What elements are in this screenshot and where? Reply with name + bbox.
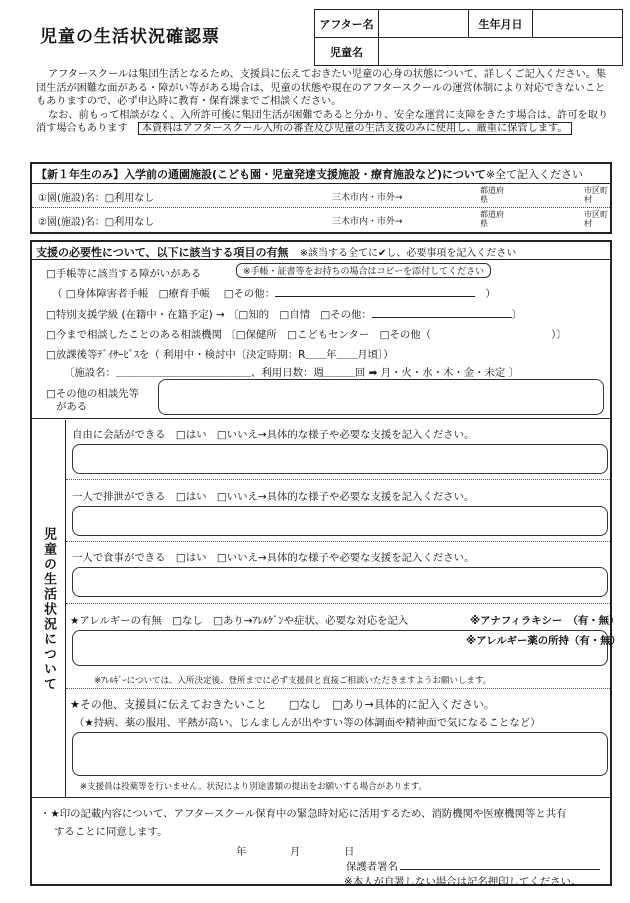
birthday-label: 生年月日 <box>469 10 533 38</box>
medication-note: ※支援員は投薬等を行いません。状況により別途書類の提出をお願いする場合があります。 <box>80 782 427 792</box>
date-day[interactable]: 日 <box>344 846 355 858</box>
date-month[interactable]: 月 <box>290 846 301 858</box>
meal-field[interactable] <box>72 567 608 597</box>
facility-label-2: ②園(施設)名：□利用なし <box>38 217 155 228</box>
child-name-field[interactable] <box>379 38 623 66</box>
first-grader-title: 【新１年生のみ】入学前の通園施設(こども園・児童発達支援施設・療育施設など)について <box>36 168 486 181</box>
life-status-label: 児童の生活状況について <box>32 420 66 798</box>
facility-muni-1: 市区町村 <box>584 186 608 204</box>
facility-pref-1: 都道府県 <box>480 186 504 204</box>
anaphylaxis-option[interactable]: ※アナフィラキシー （有・無） <box>470 615 620 627</box>
intro-paragraph-1: アフタースクールは集団生活となるため、支援員に伝えておきたい児童の心身の状態について、詳しくご記入ください。集団生活が困難な面がある・障がい等がある場合は、児童の状態や現在のアフタースクールの運営体制により対応できないこともありますので、必ず申込時に教育・保育課までご相談ください。 <box>36 69 607 107</box>
other-examples: （★持病、薬の服用、平熱が高い、じんましんが出やすい等の体調面や精神面で気になることなど） <box>74 717 541 729</box>
consult-checkbox[interactable]: □今まで相談したことのある相談機関 〔□保健所 □こどもセンター □その他（ ）〕 <box>46 329 567 341</box>
conversation-field[interactable] <box>72 444 608 474</box>
signature-label: 保護者署名 <box>346 861 398 873</box>
handbook-note: ※手帳・証書等をお持ちの場合はコピーを添付してください <box>236 263 491 278</box>
storage-note: 本資料はアフタースクール入所の審査及び児童の生活支援のみに使用し、厳重に保管します。 <box>138 122 572 135</box>
first-grader-section <box>30 162 612 234</box>
aftername-field[interactable] <box>379 10 469 38</box>
other-consult-field[interactable] <box>158 379 604 415</box>
page-title: 児童の生活状況確認票 <box>40 27 220 47</box>
divider <box>66 603 610 604</box>
consent-text-2: することに同意します。 <box>54 826 168 838</box>
q-allergy[interactable]: ★アレルギーの有無 □なし □あり→ｱﾚﾙｹﾞﾝや症状、必要な対応を記入 <box>70 615 409 627</box>
intro-paragraph-2: なお、前もって相談がなく、入所許可後に集団生活が困難であると分かり、安全な運営に支障をきたす場合は、許可を取り消す場合もあります <box>36 109 609 134</box>
facility-label-1: ①園(施設)名：□利用なし <box>38 193 155 204</box>
handbook-types[interactable]: （ □身体障害者手帳 □療育手帳 □その他： ） <box>52 288 496 300</box>
facility-row-2[interactable] <box>32 208 610 232</box>
other-consult-label: がある <box>56 401 88 413</box>
support-title: 支援の必要性について、以下に該当する項目の有無 <box>36 246 289 259</box>
facility-pref-2: 都道府県 <box>480 210 504 228</box>
dayservice-checkbox[interactable]: □放課後等ﾃﾞｲｻｰﾋﾞｽを（ 利用中・検討中〔決定時期：R＿＿年＿＿月頃〕） <box>46 349 394 361</box>
allergy-field[interactable] <box>72 630 608 666</box>
facility-muni-2: 市区町村 <box>584 210 608 228</box>
special-class-checkbox[interactable]: □特別支援学級 (在籍中・在籍予定) → 〔□知的 □自情 □その他： 〕 <box>46 309 523 321</box>
facility-city-2: 三木市内・市外→ <box>332 217 403 227</box>
first-grader-header <box>32 164 610 184</box>
signature-note: ※本人が自署しない場合は記名押印してください。 <box>344 876 582 888</box>
signature-field[interactable] <box>400 869 600 870</box>
aftername-label: アフター名 <box>315 10 379 38</box>
q-other[interactable]: ★その他、支援員に伝えておきたいこと □なし □あり→具体的に記入ください。 <box>70 698 495 711</box>
divider <box>66 688 610 689</box>
support-note: ※該当する全てに✔し、必要事項を記入ください <box>299 248 517 259</box>
facility-city-1: 三木市内・市外→ <box>332 193 403 203</box>
other-field[interactable] <box>72 732 608 776</box>
divider <box>32 418 610 419</box>
consent-text: ・★印の記載内容について、アフタースクール保育中の緊急時対応に活用するため、消防機関や医療機関等と共有 <box>40 808 567 820</box>
allergy-note: ※ｱﾚﾙｷﾞｰについては、入所決定後、登所までに必ず支援員と直接ご相談いただきますようお願いします。 <box>94 676 492 686</box>
q-conversation[interactable]: 自由に会話ができる □はい □いいえ→具体的な様子や必要な支援を記入ください。 <box>72 429 475 441</box>
toilet-field[interactable] <box>72 506 608 536</box>
support-header <box>32 242 610 260</box>
intro-text <box>36 68 610 136</box>
facility-row-1[interactable] <box>32 184 610 208</box>
allergy-med-option[interactable]: ※アレルギー薬の所持（有・無） <box>466 635 621 647</box>
child-label: 児童名 <box>315 38 379 66</box>
divider <box>66 541 610 542</box>
dayservice-details[interactable]: 〔施設名：＿＿＿＿＿＿＿＿＿＿＿＿＿、利用日数：週＿＿＿回 ➡ 月・火・水・木・金・未定 〕 <box>64 367 520 379</box>
divider <box>66 479 610 480</box>
header-info-table <box>314 9 623 66</box>
q-toilet[interactable]: 一人で排泄ができる □はい □いいえ→具体的な様子や必要な支援を記入ください。 <box>72 491 475 503</box>
first-grader-note: ※全て記入ください <box>485 168 584 181</box>
divider <box>32 797 610 798</box>
date-year[interactable]: 年 <box>236 846 247 858</box>
other-consult-checkbox[interactable]: □その他の相談先等 <box>46 388 139 400</box>
birthday-field[interactable] <box>533 10 623 38</box>
handbook-checkbox[interactable]: □手帳等に該当する障がいがある <box>46 268 202 280</box>
q-meal[interactable]: 一人で食事ができる □はい □いいえ→具体的な様子や必要な支援を記入ください。 <box>72 552 475 564</box>
